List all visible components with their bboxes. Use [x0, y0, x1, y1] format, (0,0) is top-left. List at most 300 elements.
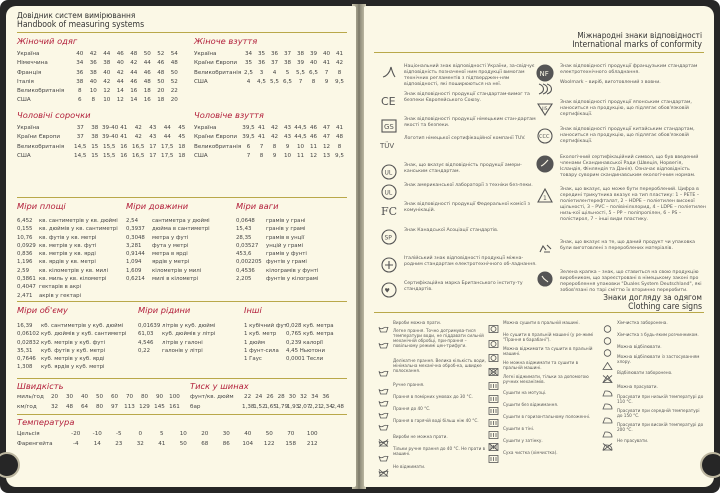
conv-value: 1,308: [17, 364, 33, 371]
table-cell: 32: [299, 394, 308, 400]
table-cell: 0: [138, 431, 143, 437]
table-cell: 14: [130, 97, 138, 104]
delicate-wash-icon: [378, 362, 389, 370]
iron-icon: [602, 382, 613, 390]
conv-unit: 0,239 калорії: [286, 339, 323, 346]
table-row: [17, 96, 181, 105]
mark-description: Знак відповідності продукції китайським стандартам, наноситься на продукцію, що підлягає обов'язковій сертифікації.: [560, 127, 695, 144]
row-label: Великобританія: [194, 69, 242, 76]
care-description: Прасувати при низькій температурі до 110 °С.: [617, 394, 704, 404]
conv-unit: гранів у грамі: [266, 226, 306, 233]
row-label: Україна: [17, 51, 40, 57]
divider: [374, 312, 704, 313]
table-row: [194, 152, 346, 161]
table-cell: 2,5: [244, 69, 253, 76]
conv-value: 6,452: [17, 218, 33, 224]
table-row: [236, 225, 318, 233]
table-row: [17, 283, 118, 291]
table-cell: 14,5: [74, 152, 87, 159]
table-cell: 122: [263, 441, 275, 447]
table-row: [17, 439, 323, 449]
table-cell: 43: [149, 134, 157, 141]
mens-shoes-title: Чоловіче взуття: [194, 110, 264, 120]
conv-value: 4,546: [138, 339, 154, 346]
table-cell: 38: [296, 51, 305, 57]
table-row: [17, 275, 118, 283]
table-cell: 47: [322, 134, 331, 141]
wash-30-icon: [378, 392, 389, 400]
table-cell: 18: [143, 88, 151, 95]
table-row: [17, 124, 189, 133]
ce-mark-icon: [380, 92, 398, 110]
table-cell: 97: [110, 404, 119, 410]
table-cell: 1,65: [264, 404, 277, 410]
table-cell: 60: [110, 394, 119, 400]
mens-shoes-table: [194, 124, 346, 161]
conv-value: 0,01639: [138, 323, 161, 329]
table-cell: 15: [91, 143, 99, 150]
care-description: Сушити без віджимання.: [503, 401, 559, 407]
conv-value: 0,002205: [236, 259, 262, 266]
right-header-ua: Міжнародні знаки відповідності: [577, 30, 702, 40]
mark-description: Національний знак відповідності України, за-свідчує відповідність позначеної ним продукції вимогам технічних регламентів з підтверджен-ням відповідності, які поширюються на неї.: [404, 64, 535, 87]
conformity-mark: [380, 281, 540, 299]
gs-mark-icon: [380, 117, 398, 135]
table-cell: 8: [337, 143, 342, 150]
volume-table: [17, 322, 126, 372]
conv-unit: 4,45 Ньютони: [286, 347, 325, 354]
care-description: Делікатне прання. Велика кількість води, мінімальна механічна оброб-ка, швидке полоскання.: [393, 358, 486, 373]
table-cell: 9,5: [335, 152, 344, 159]
table-row: [17, 50, 181, 59]
womens-shoes-table: [194, 50, 346, 87]
right-page: [364, 6, 714, 487]
table-cell: 12: [322, 143, 331, 150]
table-row: [17, 78, 181, 87]
table-cell: 44: [163, 125, 171, 131]
conv-unit: куб. метрів у куб. футі: [41, 339, 106, 346]
recycle-icon: [536, 240, 554, 258]
table-cell: 6,5: [283, 78, 292, 85]
conv-value: 0,03527: [236, 242, 259, 249]
conv-value: 0,7646: [17, 356, 36, 363]
row-label: Німеччина: [17, 60, 48, 67]
care-sign: [378, 432, 486, 440]
conv-unit: метра в ярді: [152, 251, 188, 258]
table-cell: 12: [116, 97, 124, 104]
table-row: [244, 330, 334, 338]
table-cell: 34: [244, 51, 253, 57]
table-cell: 6: [246, 143, 251, 150]
table-cell: 26: [266, 394, 274, 400]
table-cell: 10: [89, 88, 97, 95]
table-cell: 46: [116, 51, 124, 57]
row-label: Фаренгейта: [17, 441, 53, 447]
table-cell: 42: [335, 60, 344, 67]
table-cell: 16: [130, 88, 138, 95]
care-sign: [378, 462, 486, 470]
iron-high-icon: [602, 423, 613, 431]
table-cell: 42: [134, 125, 142, 131]
volume-title: Міри об'єму: [17, 305, 68, 315]
conv-value: 0,4536: [236, 267, 255, 274]
table-row: [17, 133, 189, 142]
table-cell: 50: [265, 431, 273, 437]
conv-value: 1 Гаус: [244, 356, 262, 363]
table-cell: 39,5: [242, 125, 255, 131]
care-sign: [602, 408, 706, 418]
conv-unit: грамів в унції: [266, 234, 305, 241]
conv-unit: кв. метрів у кв. футі: [39, 242, 97, 249]
row-label: Країни Європи: [17, 134, 61, 141]
green-dot-icon: [536, 270, 554, 288]
table-cell: 100: [169, 394, 180, 400]
table-cell: 45: [178, 125, 186, 131]
mark-description: Знак, що вказує відповідність продукції амери-канським стандартам.: [404, 163, 522, 174]
table-cell: 14: [93, 441, 101, 447]
table-cell: 48: [143, 78, 151, 85]
right-header: [572, 30, 702, 50]
table-cell: 35: [244, 60, 253, 67]
table-cell: 5,5: [270, 78, 279, 85]
table-cell: 4,5: [257, 78, 266, 85]
recycle-triangle-icon: [536, 187, 554, 205]
conv-value: 10,76: [17, 234, 33, 241]
care-sign: [378, 416, 486, 424]
mark-description: Знак відповідності продукції французьким стандартам електротехнічного обладнання.: [560, 64, 698, 75]
row-label: США: [17, 152, 31, 159]
table-cell: 16: [120, 152, 128, 159]
womens-clothing-table: [17, 50, 181, 106]
care-description: Сушити в тіні.: [503, 425, 535, 431]
conv-value: 0,4047: [17, 284, 36, 291]
table-cell: 39-40: [102, 134, 119, 141]
table-cell: 36: [257, 60, 266, 67]
table-cell: 8: [91, 97, 96, 104]
table-cell: 11: [296, 152, 305, 159]
conv-unit: кв. ярдів у кв. метрі: [39, 259, 96, 266]
table-cell: 4: [272, 69, 277, 76]
table-cell: 50: [95, 394, 104, 400]
csa-mark-icon: [380, 228, 398, 246]
conv-unit: грамів у грані: [266, 218, 306, 224]
divider: [17, 378, 347, 379]
conformity-mark: [536, 187, 706, 222]
care-description: Легкі віджимати, тільки за допомогою ручних механізмів.: [503, 374, 589, 384]
row-label: фунт/кв. дюйм: [190, 394, 234, 400]
table-cell: 41: [322, 60, 331, 67]
jis-mark-icon: [536, 100, 554, 118]
table-row: [244, 347, 334, 355]
divider: [17, 301, 347, 302]
table-row: [126, 267, 210, 275]
table-cell: 44: [116, 78, 124, 85]
table-cell: 1,52: [253, 404, 266, 410]
mark-description: Знак відповідності продукції японським стандартам, наноситься на продукцію, що підлягає обов'язковій сертифікації.: [560, 100, 692, 117]
table-cell: 45: [178, 134, 186, 141]
conv-value: 15,43: [236, 226, 252, 233]
table-cell: 32: [136, 441, 144, 447]
table-row: [17, 59, 181, 68]
table-cell: 38: [76, 78, 84, 85]
table-cell: -4: [72, 441, 79, 447]
table-cell: 40: [116, 60, 124, 67]
mens-shirts-title: Чоловічі сорочки: [17, 110, 91, 120]
dry-clean-p-icon: [602, 342, 613, 350]
conv-value: 0,0648: [236, 218, 255, 224]
table-cell: 17,5: [161, 143, 174, 150]
conv-value: 0,9144: [126, 251, 145, 258]
care-description: Сушити у затінку.: [503, 437, 543, 443]
table-cell: 1,93: [286, 404, 300, 410]
table-cell: 40: [244, 431, 252, 437]
iron-low-icon: [602, 395, 613, 403]
table-cell: 129: [139, 404, 150, 410]
conv-unit: кб. сантиметрів у куб. дюймі: [41, 323, 124, 329]
table-cell: 212: [306, 441, 318, 447]
mark-description: Знак Канадської Асоціації стандартів.: [404, 228, 499, 233]
svg-text:CE: CE: [381, 95, 396, 108]
table-row: [126, 217, 210, 225]
table-row: [244, 322, 334, 330]
table-row: [194, 69, 346, 78]
care-description: Суха чистка (хімчистка).: [503, 449, 558, 455]
ua-conformity-icon: [380, 64, 398, 82]
table-cell: 8: [337, 69, 342, 76]
table-row: [236, 258, 318, 266]
row-label: Україна: [194, 125, 217, 131]
no-wash-icon: [378, 432, 389, 440]
care-sign: [602, 368, 706, 376]
dry-shade-icon: [488, 424, 499, 432]
temperature-table: [17, 429, 323, 449]
mark-description: Знак, що вказує, що може бути перероблений. Цифра в середині трикутника вказує на тип пластику: 1 – PETE – поліетилентерефталат, 2 – HDPE – поліетилен високої щільності, 3 – PVC – полівінілхлорид, 4 – LDPE – поліетилен низь-кої щільності, 5 – PP – поліпропілен, 6 – PS – полістирол, 7 – інші види пластику.: [560, 187, 706, 222]
table-row: [236, 217, 318, 225]
care-sign: [378, 392, 486, 400]
table-cell: 10: [283, 152, 292, 159]
table-cell: 24: [255, 394, 263, 400]
conv-unit: фунтів у грамі: [266, 259, 307, 266]
svg-text:UL: UL: [384, 189, 393, 197]
table-cell: 7: [298, 78, 303, 85]
divider: [17, 197, 347, 198]
bleach-icon: [602, 355, 613, 363]
weight-table: [236, 217, 318, 283]
conv-unit: кв. миль у кв. кілометрі: [39, 276, 107, 283]
conformity-mark: [380, 163, 540, 181]
care-sign: [488, 318, 598, 326]
row-label: Великобританія: [17, 143, 65, 150]
other-table: [244, 322, 334, 363]
conv-unit: грамів у фунті: [266, 251, 307, 258]
care-sign: [378, 446, 486, 456]
table-cell: 41: [335, 125, 344, 131]
table-cell: 42: [130, 60, 138, 67]
care-sign: [602, 354, 706, 364]
table-cell: 18: [178, 152, 186, 159]
table-cell: 38: [283, 60, 292, 67]
care-description: Прасувати при високій температурі до 200 °С.: [617, 422, 704, 432]
table-row: [17, 363, 126, 371]
table-cell: 42: [134, 134, 142, 141]
conformity-mark: [536, 240, 706, 258]
table-row: [126, 275, 210, 283]
tumble-normal-icon: [488, 347, 499, 355]
no-dry-icon: [488, 436, 499, 444]
table-cell: 41: [335, 51, 344, 57]
table-cell: 38: [91, 134, 99, 141]
dry-clean-icon: [602, 318, 613, 326]
care-description: Ручне прання.: [393, 381, 425, 387]
table-row: [190, 392, 343, 402]
no-iron-icon: [602, 436, 613, 444]
conv-value: 28,35: [236, 234, 252, 241]
table-cell: 20: [170, 97, 178, 104]
table-cell: -20: [71, 431, 81, 437]
care-sign: [488, 400, 598, 408]
conv-value: 0,836: [17, 251, 33, 258]
table-row: [126, 225, 210, 233]
table-row: [138, 339, 215, 347]
table-cell: 5: [285, 69, 290, 76]
table-cell: 36: [322, 394, 330, 400]
table-cell: 64: [80, 404, 89, 410]
table-row: [236, 234, 318, 242]
conv-value: 1 кубічний фут: [244, 323, 287, 329]
no-tumble-icon: [488, 361, 499, 369]
speed-table: [17, 392, 182, 412]
row-label: бар: [190, 404, 201, 410]
womens-shoes-title: Жіноче взуття: [194, 36, 258, 46]
care-description: Прання в помірних умовах до 30 °С.: [393, 393, 473, 399]
liquid-table: [138, 322, 215, 355]
table-cell: 44: [143, 60, 151, 67]
table-cell: 100: [306, 431, 318, 437]
ccc-mark-icon: [536, 127, 554, 145]
table-cell: 10: [296, 143, 305, 150]
table-row: [236, 275, 318, 283]
table-cell: 68: [201, 441, 209, 447]
table-cell: 44,5: [294, 125, 307, 131]
care-description: Вироби не можна прати.: [393, 433, 448, 439]
iron-med-icon: [602, 409, 613, 417]
care-sign: [602, 436, 706, 444]
table-cell: 30: [222, 431, 230, 437]
gentle-wash-icon: [378, 334, 389, 342]
table-cell: 41: [158, 441, 166, 447]
table-cell: 40: [103, 69, 111, 76]
table-cell: 46: [143, 69, 151, 76]
table-row: [190, 402, 343, 412]
conv-unit: унцій у грамі: [266, 242, 304, 249]
conv-value: 0,6214: [126, 276, 145, 283]
table-cell: 41: [257, 125, 266, 131]
table-row: [17, 402, 182, 412]
no-bleach-icon: [602, 368, 613, 376]
table-row: [17, 69, 181, 78]
svg-text:CCC: CCC: [539, 134, 550, 140]
table-cell: 44: [103, 51, 111, 57]
liquid-title: Міри рідини: [138, 305, 191, 315]
area-title: Міри площі: [17, 201, 66, 211]
table-row: [138, 322, 215, 330]
table-cell: 22: [170, 88, 178, 95]
natural-dry-icon: [488, 448, 499, 456]
table-cell: 15,5: [103, 143, 116, 150]
svg-text:JIS: JIS: [542, 107, 548, 112]
wash-95-icon: [378, 447, 389, 455]
care-title-ua: Знаки догляду за одягом: [603, 292, 702, 302]
conv-unit: кв. кілометрів у кв. милі: [39, 267, 108, 274]
conv-unit: ярдів у метрі: [152, 259, 190, 266]
conv-value: 16,39: [17, 323, 33, 329]
conv-unit: милі в кілометрі: [152, 276, 199, 283]
table-cell: 20: [201, 431, 209, 437]
conv-value: 2,54: [126, 218, 139, 224]
care-description: Не віджимати.: [393, 463, 426, 469]
row-label: Країни Європи: [194, 60, 238, 67]
table-cell: 50: [143, 51, 151, 57]
table-cell: 15: [91, 152, 99, 159]
table-cell: 37: [76, 125, 84, 131]
care-description: Вироби можна прати.: [393, 319, 442, 325]
conv-value: 0,22: [138, 347, 151, 354]
table-cell: 8: [77, 88, 82, 95]
table-cell: 12: [103, 88, 111, 95]
table-cell: 50: [170, 69, 178, 76]
table-row: [17, 322, 126, 330]
table-row: [17, 267, 118, 275]
conv-unit: куб. метрів у куб. ярді: [41, 356, 105, 363]
care-description: Можна відбілювати із застосуванням хлору.: [617, 354, 700, 364]
conv-value: 1 дюйм: [244, 339, 265, 346]
table-row: [244, 355, 334, 363]
care-description: Хімчистка заборонена.: [617, 319, 668, 325]
hand-wash-only-icon: [378, 380, 389, 388]
table-cell: 18: [157, 97, 165, 104]
table-cell: 42: [270, 134, 279, 141]
divider: [17, 414, 347, 415]
care-description: Не сушити в пральній машині (у ре-жимі "Прання в барабані").: [503, 332, 594, 342]
table-cell: 15,5: [103, 152, 116, 159]
conv-value: 453,6: [236, 251, 252, 258]
care-sign: [488, 412, 598, 420]
mark-description: Знак, що вказує на те, що даний продукт чи упаковка були виготовлені з перероблених матеріалів.: [560, 240, 696, 251]
table-row: [138, 347, 215, 355]
conv-value: 0,155: [17, 226, 33, 233]
conv-value: 0,0929: [17, 242, 36, 249]
table-cell: 2,34: [320, 404, 333, 410]
flat-dry-icon: [488, 388, 499, 396]
conformity-mark: [380, 136, 540, 154]
conformity-mark: [380, 228, 540, 246]
row-label: Цельсія: [17, 431, 40, 437]
table-cell: 16: [143, 97, 151, 104]
table-row: [17, 217, 118, 225]
table-cell: 1,79: [275, 404, 289, 410]
table-cell: 44,5: [294, 134, 307, 141]
table-row: [17, 355, 126, 363]
table-cell: 9: [285, 143, 290, 150]
table-cell: 39: [309, 51, 318, 57]
table-cell: 7: [259, 143, 264, 150]
table-cell: 46: [309, 125, 318, 131]
care-description: Прасувати при середній температурі до 150 °С.: [617, 408, 700, 418]
row-label: Франція: [17, 69, 42, 76]
table-row: [126, 258, 210, 266]
table-cell: 40: [322, 51, 331, 57]
table-cell: 10: [103, 97, 111, 104]
